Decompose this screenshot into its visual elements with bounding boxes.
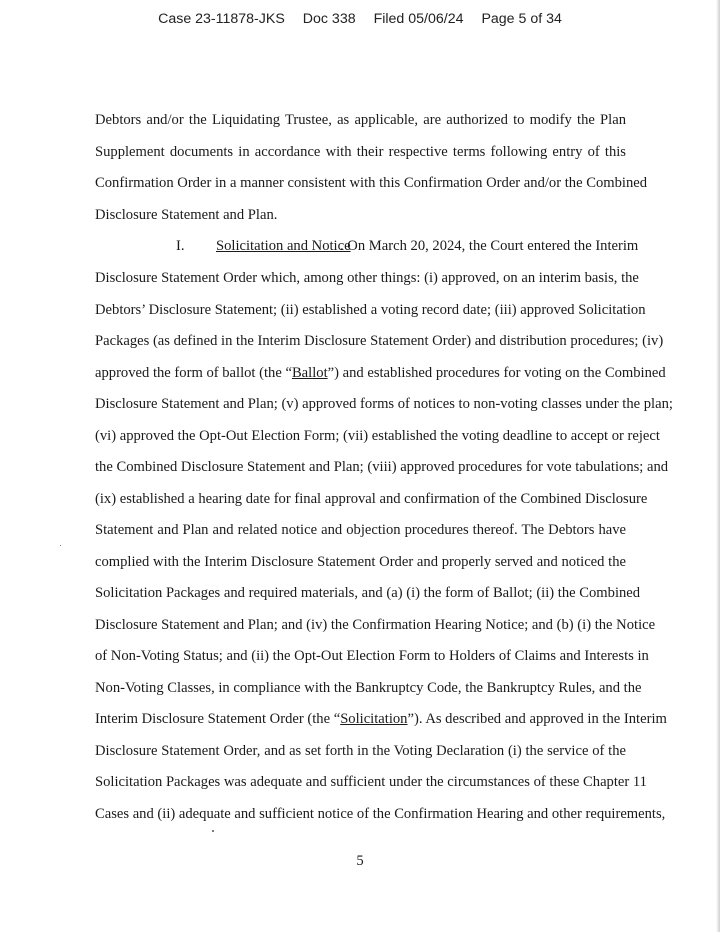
paragraph-line: Debtors and/or the Liquidating Trustee, as applicable, are authorized to modify the Plan xyxy=(95,112,626,128)
section-heading-line xyxy=(0,236,639,256)
paragraph-line: Solicitation Packages was adequate and sufficient under the circumstances of these Chapter 11 xyxy=(95,774,647,790)
paragraph-line: (ix) established a hearing date for final approval and confirmation of the Combined Disclosure xyxy=(95,491,648,507)
paragraph-line: the Combined Disclosure Statement and Plan; (viii) approved procedures for vote tabulations; and xyxy=(95,459,669,475)
scan-edge-shadow xyxy=(716,0,720,932)
paragraph-line: Cases and (ii) adequate and sufficient notice of the Confirmation Hearing and other requirements, xyxy=(95,806,666,822)
paragraph-line: Disclosure Statement and Plan; (v) approved forms of notices to non-voting classes under the plan; xyxy=(95,396,673,412)
section-heading: Solicitation and Notice xyxy=(216,238,351,254)
defined-term-ballot: Ballot xyxy=(291,365,328,381)
paragraph-line: Disclosure Statement Order which, among other things: (i) approved, on an interim basis, the xyxy=(95,270,639,286)
scan-speck xyxy=(60,545,61,546)
paragraph-line: Statement and Plan and related notice and objection procedures thereof. The Debtors have xyxy=(95,522,626,538)
case-number: Case 23-11878-JKS xyxy=(158,11,285,27)
doc-number: Doc 338 xyxy=(302,11,356,27)
paragraph-line: (vi) approved the Opt-Out Election Form; (vii) established the voting deadline to accept or reject xyxy=(95,428,660,444)
page-count: Page 5 of 34 xyxy=(481,11,562,27)
paragraph-line: . On March 20, 2024, the Court entered the Interim xyxy=(340,238,639,254)
paragraph-line: Debtors’ Disclosure Statement; (ii) established a voting record date; (iii) approved Solicitation xyxy=(95,302,646,318)
paragraph-line: approved the form of ballot (the “Ballot”) and established procedures for voting on the Combined xyxy=(95,365,666,381)
paragraph-line: Interim Disclosure Statement Order (the “Solicitation”). As described and approved in the Interim xyxy=(95,711,667,727)
scan-speck xyxy=(212,830,214,832)
court-filing-header xyxy=(0,11,720,27)
page-number: 5 xyxy=(356,853,364,869)
paragraph-line: Disclosure Statement and Plan; and (iv) the Confirmation Hearing Notice; and (b) (i) the Notice xyxy=(95,617,656,633)
paragraph-line: Packages (as defined in the Interim Disclosure Statement Order) and distribution procedures; (iv) xyxy=(95,333,664,349)
paragraph-line: of Non-Voting Status; and (ii) the Opt-Out Election Form to Holders of Claims and Interests in xyxy=(95,648,649,664)
paragraph-line: Disclosure Statement and Plan. xyxy=(95,207,278,223)
filed-date: Filed 05/06/24 xyxy=(373,11,464,27)
defined-term-solicitation: Solicitation xyxy=(340,711,408,727)
section-number: I. xyxy=(176,238,185,254)
paragraph-line: complied with the Interim Disclosure Statement Order and properly served and noticed the xyxy=(95,554,626,570)
paragraph-line: Non-Voting Classes, in compliance with the Bankruptcy Code, the Bankruptcy Rules, and the xyxy=(95,680,642,696)
paragraph-line: Solicitation Packages and required materials, and (a) (i) the form of Ballot; (ii) the Combined xyxy=(95,585,641,601)
paragraph-line: Disclosure Statement Order, and as set forth in the Voting Declaration (i) the service of the xyxy=(95,743,626,759)
paragraph-line: Supplement documents in accordance with their respective terms following entry of this xyxy=(95,144,626,160)
paragraph-line: Confirmation Order in a manner consistent with this Confirmation Order and/or the Combined xyxy=(95,175,648,191)
